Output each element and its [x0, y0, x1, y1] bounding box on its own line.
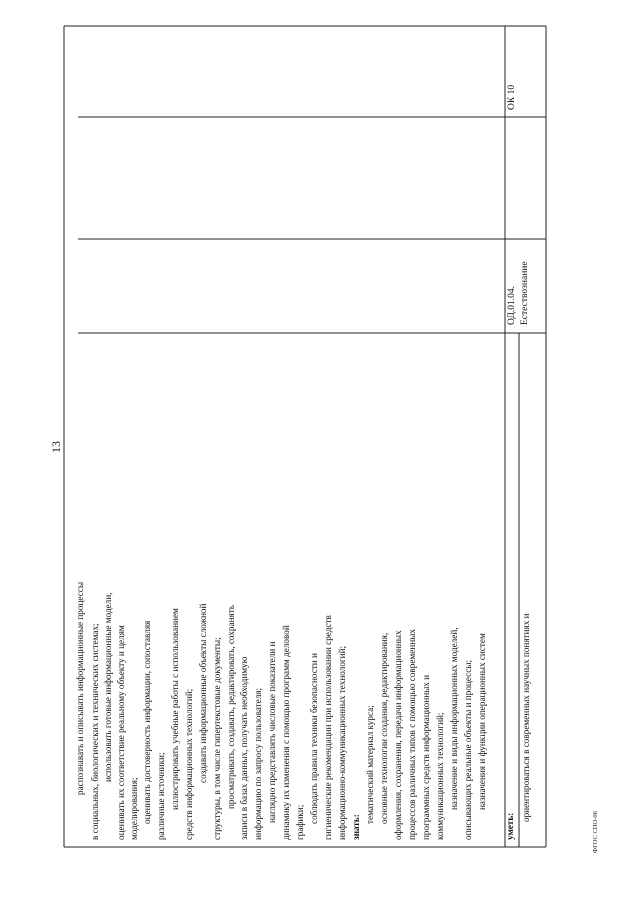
text-line: динамику их изменения с помощью программ деловой — [281, 625, 291, 840]
text-line: структуры, в том числе гипертекстовые документы; — [212, 637, 222, 840]
competence-code: ОК 10 — [507, 84, 517, 110]
text-line: информацию по запросу пользователя; — [253, 687, 263, 840]
text-line: наглядно представлять числовые показатели и — [267, 641, 277, 823]
text-line: назначения и функции операционных систем — [477, 633, 487, 810]
text-line: оценивать их соответствие реальному объекту и целям — [116, 625, 126, 840]
text-line: распознавать и описывать информационные процессы — [75, 581, 85, 795]
text-line: тематический материал курса; — [365, 705, 375, 824]
text-line: записи в базах данных, получать необходимую — [239, 656, 249, 840]
section-label-znat: знать: — [351, 814, 361, 840]
text-line: различные источники; — [156, 752, 166, 840]
text-line: использовать готовые информационные модели, — [103, 592, 113, 782]
page-number: 13 — [49, 441, 63, 453]
text-line: просматривать, создавать, редактировать, сохранять — [226, 605, 236, 809]
text-line: средств информационных технологий; — [184, 688, 194, 840]
text-line: иллюстрировать учебные работы с использованием — [170, 608, 180, 810]
text-line: графики; — [295, 804, 305, 840]
text-line: создавать информационные объекты сложной — [198, 603, 208, 783]
footer-standard: ФГОС СПО-06 — [592, 811, 599, 853]
discipline-code: ОД.01.04. — [507, 286, 517, 325]
text-line: основные технологии создания, редактирования, — [379, 632, 389, 824]
text-line: коммуникационных технологий; — [435, 712, 445, 840]
text-line: моделирования; — [129, 777, 139, 840]
text-line: оценивать достоверность информации, сопоставляя — [142, 620, 152, 824]
section-label-umet: уметь: — [505, 812, 515, 840]
text-line: оформления, сохранения, передачи информационных — [393, 630, 403, 840]
text-line: процессов различных типов с помощью современных — [407, 629, 417, 840]
discipline-name: Естествознание — [520, 261, 530, 325]
text-line: соблюдать правила техники безопасности и — [309, 653, 319, 824]
text-line: описывающих реальные объекты и процессы; — [463, 659, 473, 840]
text-line: программных средств информационных и — [421, 674, 431, 840]
text-line: информационно-коммуникационных технологий; — [337, 645, 347, 840]
text-line: назначение и виды информационных моделей, — [449, 627, 459, 810]
text-line: гигиенические рекомендации при использовании средств — [323, 615, 333, 840]
text-line: ориентироваться в современных научных понятиях и — [521, 613, 531, 822]
text-line: в социальных, биологических и технических системах; — [90, 623, 100, 840]
